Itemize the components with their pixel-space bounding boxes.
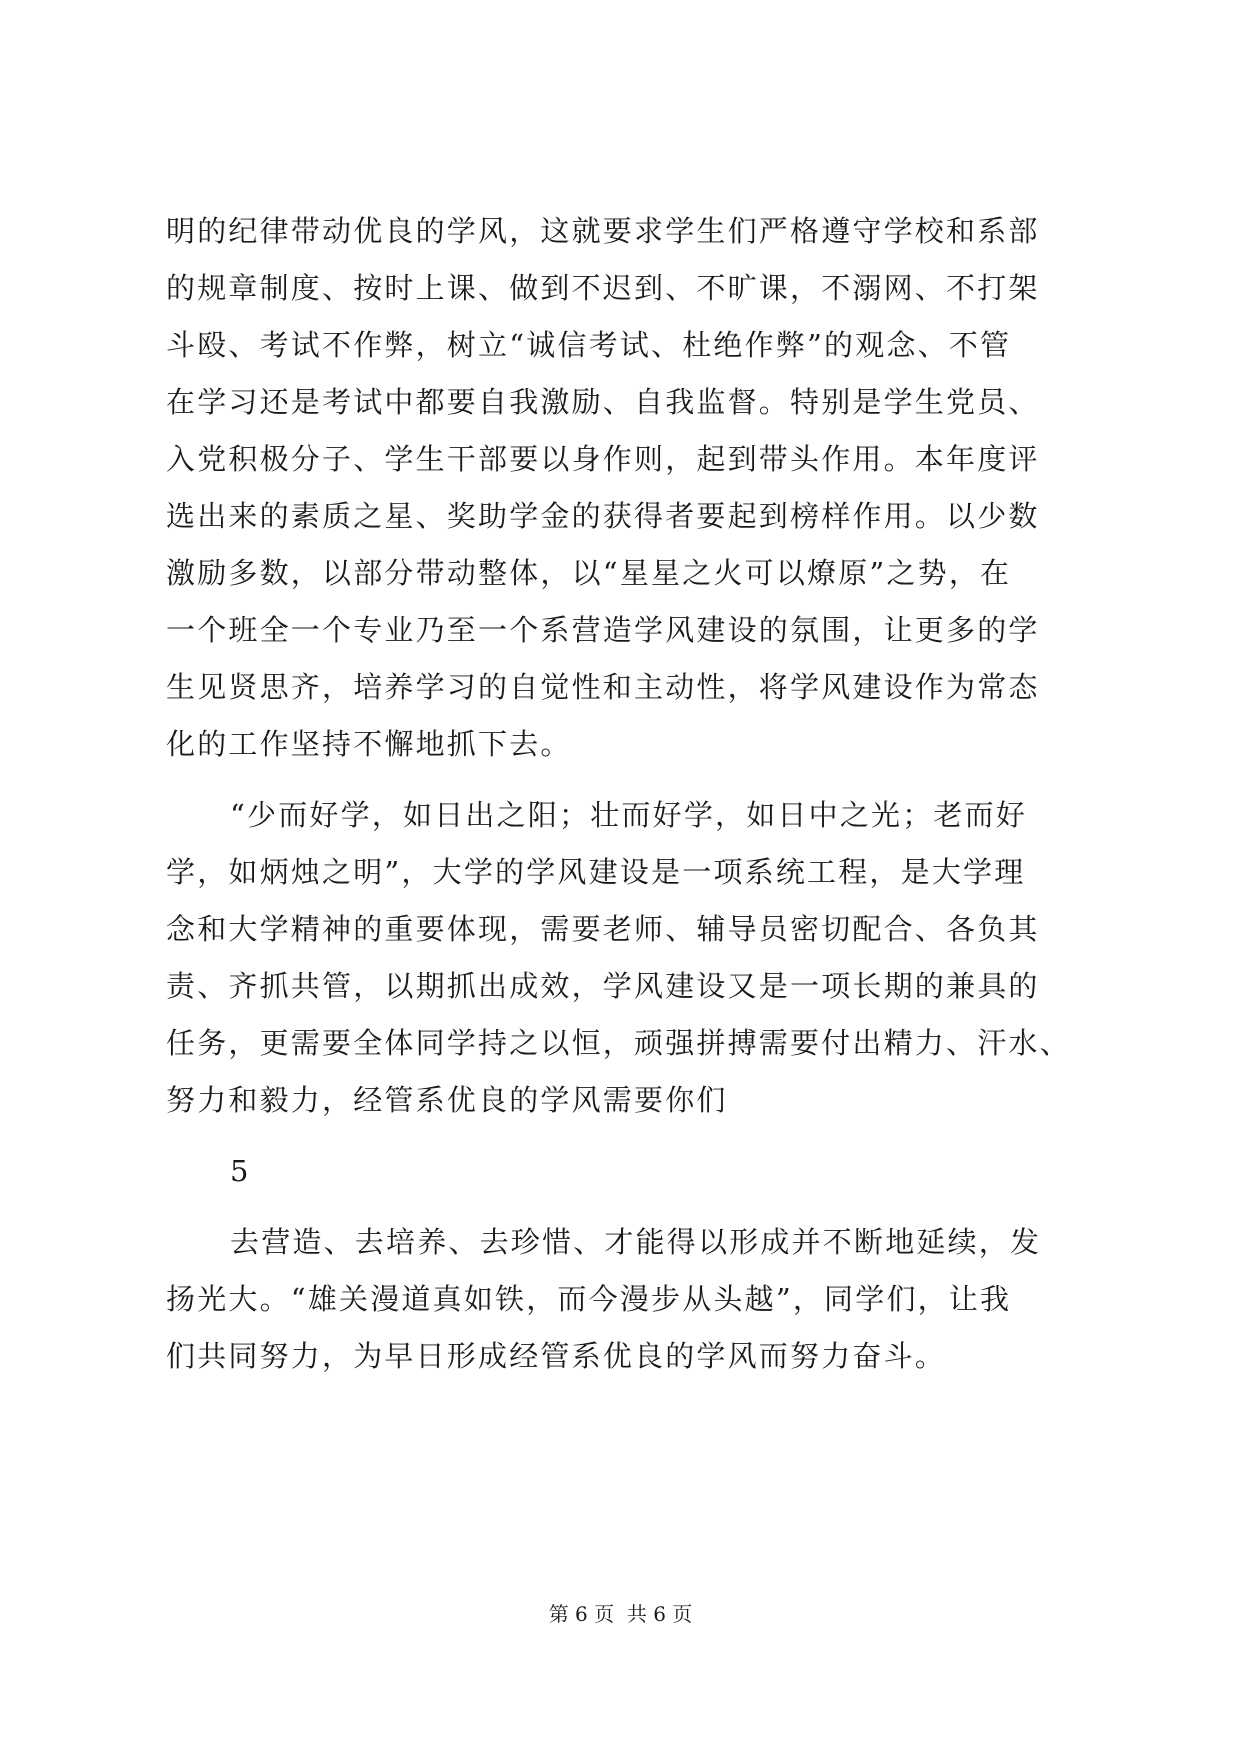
paragraph-1-line-3: 斗殴、考试不作弊，树立“诚信考试、杜绝作弊”的观念、不管 bbox=[166, 328, 1012, 362]
paragraph-3-line-3: 们共同努力，为早日形成经管系优良的学风而努力奋斗。 bbox=[166, 1339, 947, 1373]
paragraph-1-line-5: 入党积极分子、学生干部要以身作则，起到带头作用。本年度评 bbox=[166, 442, 1040, 476]
paragraph-2-line-1: “少而好学，如日出之阳；壮而好学，如日中之光；老而好 bbox=[230, 798, 1028, 832]
page-marker: 5 bbox=[230, 1154, 251, 1188]
page-footer: 第 6 页 共 6 页 bbox=[548, 1602, 693, 1626]
paragraph-2-line-6: 努力和毅力，经管系优良的学风需要你们 bbox=[166, 1083, 728, 1117]
paragraph-1-line-1: 明的纪律带动优良的学风，这就要求学生们严格遵守学校和系部 bbox=[166, 214, 1040, 248]
paragraph-1-line-6: 选出来的素质之星、奖助学金的获得者要起到榜样作用。以少数 bbox=[166, 499, 1040, 533]
paragraph-1-line-4: 在学习还是考试中都要自我激励、自我监督。特别是学生党员、 bbox=[166, 385, 1040, 419]
paragraph-1-line-8: 一个班全一个专业乃至一个系营造学风建设的氛围，让更多的学 bbox=[166, 613, 1040, 647]
paragraph-1-line-10: 化的工作坚持不懈地抓下去。 bbox=[166, 727, 572, 761]
paragraph-2-line-3: 念和大学精神的重要体现，需要老师、辅导员密切配合、各负其 bbox=[166, 912, 1040, 946]
paragraph-1-line-2: 的规章制度、按时上课、做到不迟到、不旷课，不溺网、不打架 bbox=[166, 271, 1040, 305]
paragraph-2-line-5: 任务，更需要全体同学持之以恒，顽强拼搏需要付出精力、汗水、 bbox=[166, 1026, 1071, 1060]
paragraph-3-line-2: 扬光大。“雄关漫道真如铁，而今漫步从头越”，同学们，让我 bbox=[166, 1282, 1012, 1316]
paragraph-2-line-2: 学，如炳烛之明”，大学的学风建设是一项系统工程，是大学理 bbox=[166, 855, 1026, 889]
paragraph-1-line-9: 生见贤思齐，培养学习的自觉性和主动性，将学风建设作为常态 bbox=[166, 670, 1040, 704]
paragraph-1-line-7: 激励多数，以部分带动整体，以“星星之火可以燎原”之势，在 bbox=[166, 556, 1012, 590]
paragraph-3-line-1: 去营造、去培养、去珍惜、才能得以形成并不断地延续，发 bbox=[230, 1225, 1042, 1259]
paragraph-2-line-4: 责、齐抓共管，以期抓出成效，学风建设又是一项长期的兼具的 bbox=[166, 969, 1040, 1003]
